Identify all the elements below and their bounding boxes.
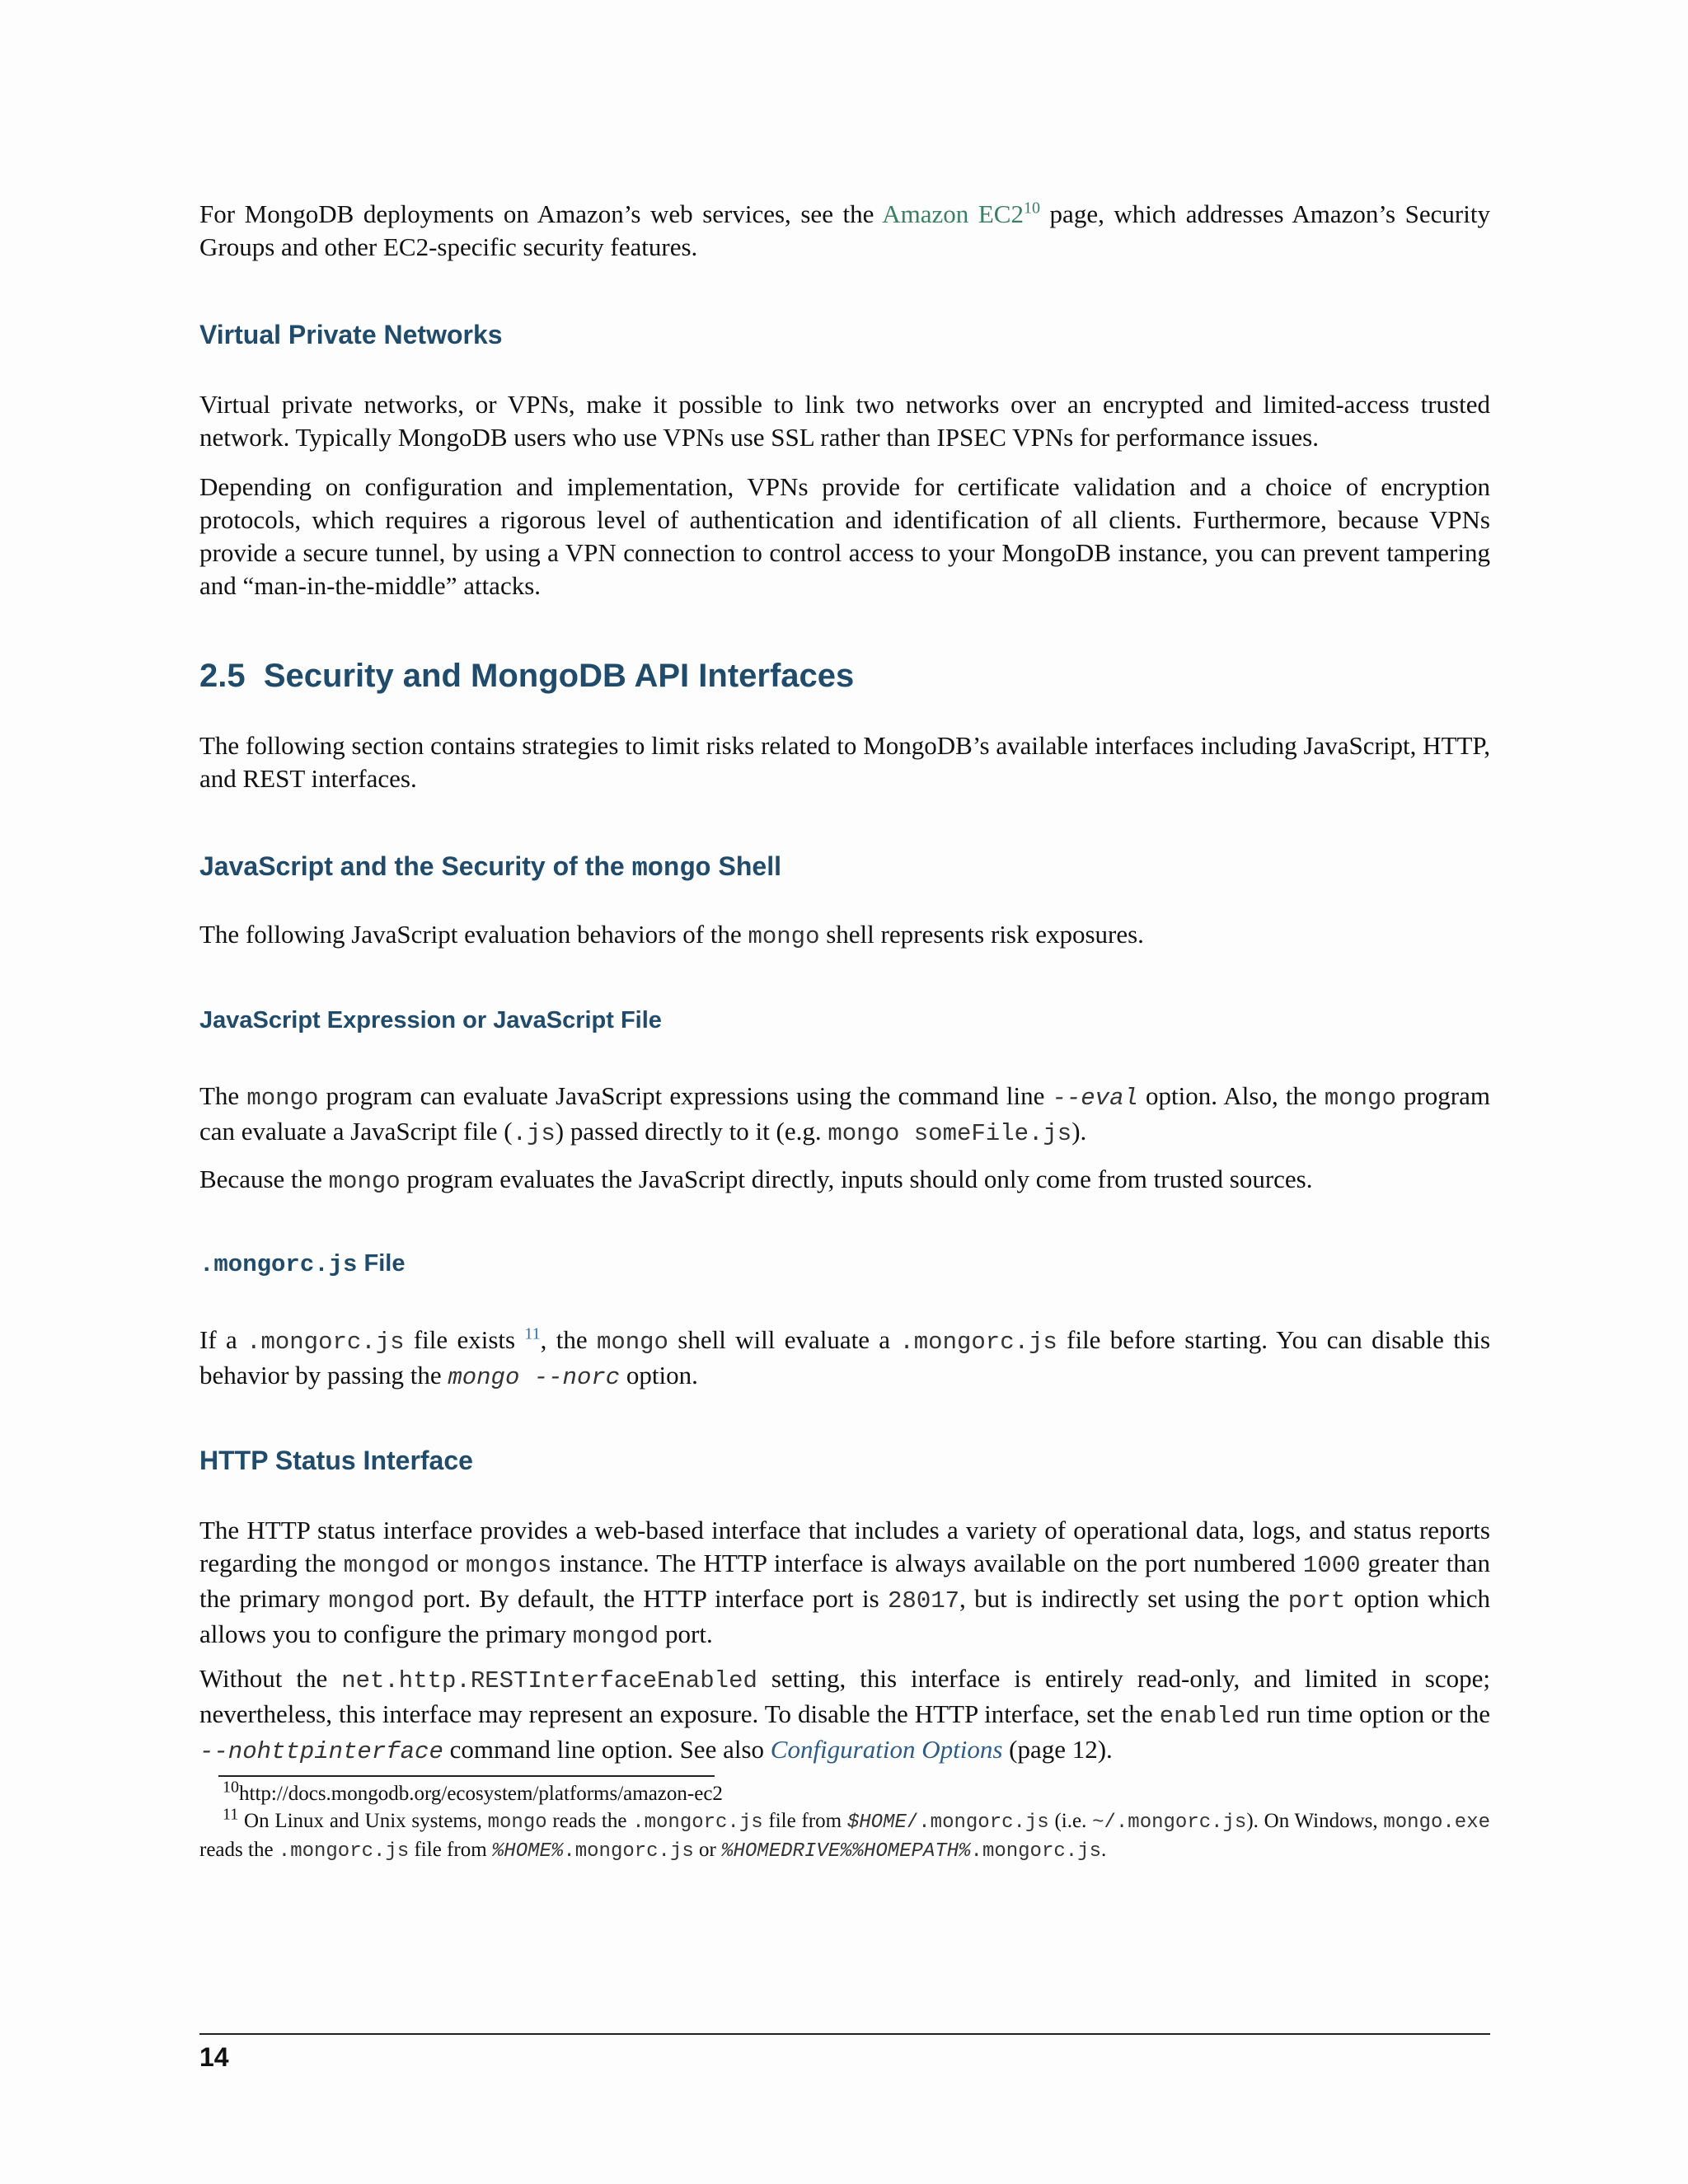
footer-divider [199,2033,1490,2035]
vpn-paragraph-2: Depending on configuration and implementation, VPNs provide for certificate validation and a choice of encryption protocols, which requires a rigorous level of authentication and identification of all clients. Furthermore, because VPNs provide a secure tunnel, by using a VPN connection to control access to your MongoDB instance, you can prevent tampering and “man-in-the-middle” attacks. [199,472,1490,600]
mongorc-heading: .mongorc.js File [199,1250,406,1278]
configuration-options-link[interactable]: Configuration Options [770,1735,1003,1764]
intro-paragraph: For MongoDB deployments on Amazon’s web services, see the Amazon $EC2^{10}$ page, which addresses Amazon’s Security Groups and other EC2-specific security features. [199,199,1490,261]
amazon-ec2-link[interactable]: Amazon EC2 [882,199,1024,228]
footnote-10: $^{10}$http://docs.mongodb.org/ecosystem/platforms/amazon-ec2 [223,1778,723,1805]
footnote-ref-10[interactable]: 10 [1023,199,1040,218]
footnote-divider [218,1775,715,1777]
footnote-10-url[interactable]: http://docs.mongodb.org/ecosystem/platforms/amazon-ec2 [239,1783,723,1805]
mongorc-paragraph: If a .mongorc.js file exists $^{11}$, the mongo shell will evaluate a .mongorc.js file before starting. You can disable this behavior by passing the mongo --norc option. [199,1324,1491,1391]
section-intro-paragraph: The following section contains strategies to limit risks related to MongoDB’s available interfaces including JavaScript, HTTP, and REST interfaces. [199,731,1490,793]
document-page [199,0,1490,2184]
page-number: 14 [199,2042,229,2072]
vpn-paragraph-1: Virtual private networks, or VPNs, make it possible to link two networks over an encrypted and limited-access trusted network. Typically MongoDB users who use VPNs use SSL rather than IPSEC VPNs for performance issues. [199,390,1490,452]
js-expression-heading: JavaScript Expression or JavaScript File [199,1007,662,1033]
js-shell-heading: JavaScript and the Security of the mongo Shell [199,851,781,883]
section-heading: 2.5 Security and MongoDB API Interfaces [199,658,855,694]
footnote-ref-11[interactable]: 11 [524,1324,541,1343]
vpn-heading: Virtual Private Networks [199,320,503,349]
js-expression-paragraph-2: Because the mongo program evaluates the JavaScript directly, inputs should only come from trusted sources. [199,1165,1313,1195]
js-shell-paragraph: The following JavaScript evaluation behaviors of the mongo shell represents risk exposures. [199,920,1144,950]
http-paragraph-2: Without the net.http.RESTInterfaceEnabled setting, this interface is entirely read-only, and limited in scope; nevertheless, this interface may represent an exposure. To disable the HTTP interface, set the enabled run time option or the --nohttpinterface command line option. See also Configuration Options (page 12). [199,1664,1491,1765]
footnote-11: $^{11}$ On Linux and Unix systems, mongo reads the .mongorc.js file from $HOME/.mongorc.js (i.e. ~/.mongorc.js). On Windows, mongo.exe reads the .mongorc.js file from %HOME%.mongorc.js or %HOMEDRIVE%%HOMEPATH%.mongorc.js. [199,1805,1490,1863]
http-paragraph-1: The HTTP status interface provides a web-based interface that includes a variety of operational data, logs, and status reports regarding the mongod or mongos instance. The HTTP interface is always available on the port numbered 1000 greater than the primary mongod port. By default, the HTTP interface port is 28017, but is indirectly set using the port option which allows you to configure the primary mongod port. [199,1516,1490,1650]
http-heading: HTTP Status Interface [199,1446,473,1475]
js-expression-paragraph-1: The mongo program can evaluate JavaScript expressions using the command line --eval option. Also, the mongo program can evaluate a JavaScript file (.js) passed directly to it (e.g. mongo someFile.js). [199,1081,1490,1147]
